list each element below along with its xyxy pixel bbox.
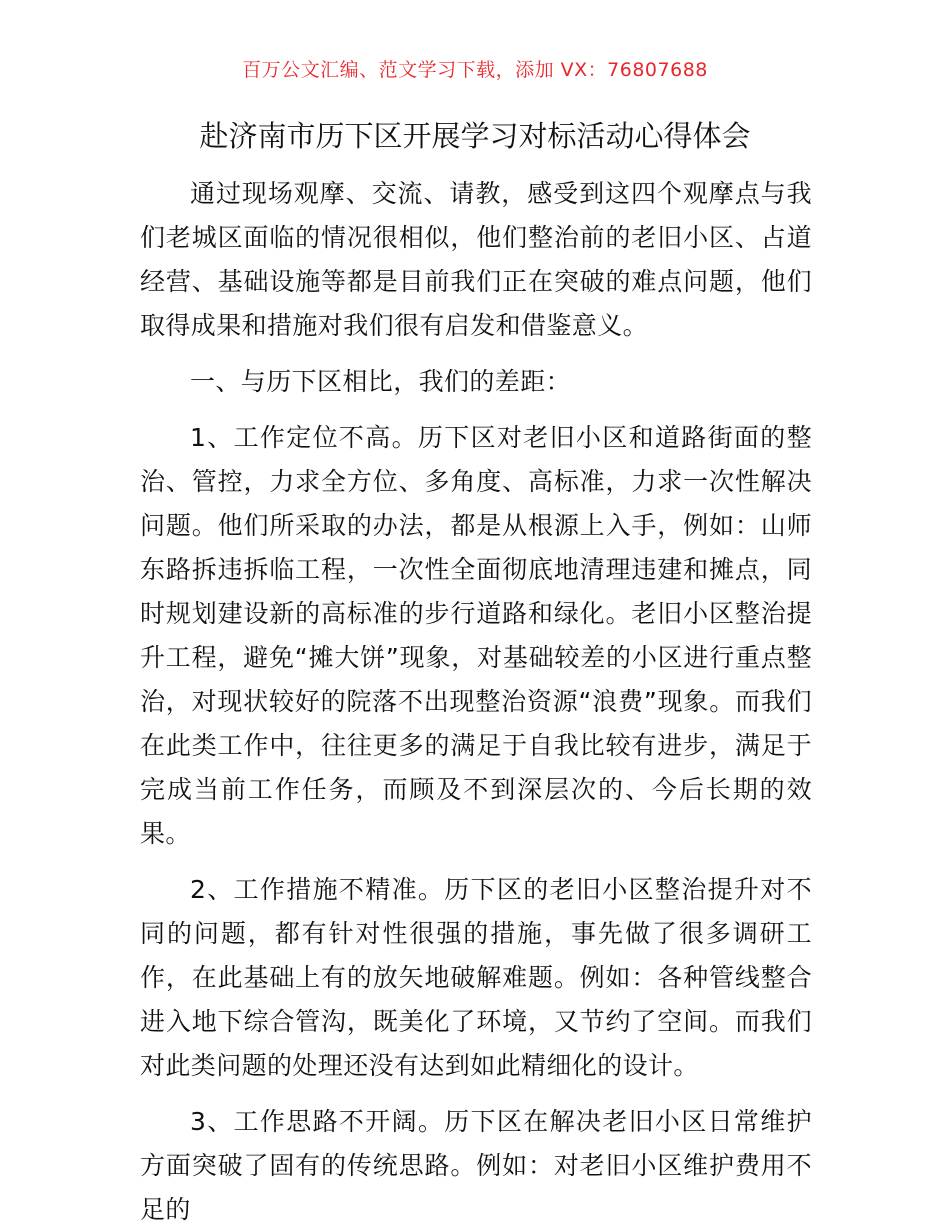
document-title: 赴济南市历下区开展学习对标活动心得体会 [199,119,751,153]
document-body [140,172,812,1232]
paragraph-point-2: 2、工作措施不精准。历下区的老旧小区整治提升对不同的问题，都有针对性很强的措施，事先做了很多调研工作，在此基础上有的放矢地破解难题。例如：各种管线整合进入地下综合管沟，既美化了环境，又节约了空间。而我们对此类问题的处理还没有达到如此精细化的设计。 [140,875,812,1080]
paragraph-point-1: 1、工作定位不高。历下区对老旧小区和道路街面的整治、管控，力求全方位、多角度、高标准，力求一次性解决问题。他们所采取的办法，都是从根源上入手，例如：山师东路拆违拆临工程，一次性全面彻底地清理违建和摊点，同时规划建设新的高标准的步行道路和绿化。老旧小区整治提升工程，避免“摊大饼”现象，对基础较差的小区进行重点整治，对现状较好的院落不出现整治资源“浪费”现象。而我们在此类工作中，往往更多的满足于自我比较有进步，满足于完成当前工作任务，而顾及不到深层次的、今后长期的效果。 [140,423,812,848]
paragraph-intro: 通过现场观摩、交流、请教，感受到这四个观摩点与我们老城区面临的情况很相似，他们整治前的老旧小区、占道经营、基础设施等都是目前我们正在突破的难点问题，他们取得成果和措施对我们很有启发和借鉴意义。 [140,179,812,340]
section-heading-gaps: 一、与历下区相比，我们的差距： [190,367,572,396]
header-note: 百万公文汇编、范文学习下载，添加 VX：76807688 [242,59,708,81]
paragraph-point-3: 3、工作思路不开阔。历下区在解决老旧小区日常维护方面突破了固有的传统思路。例如：对老旧小区维护费用不足的 [140,1107,812,1224]
